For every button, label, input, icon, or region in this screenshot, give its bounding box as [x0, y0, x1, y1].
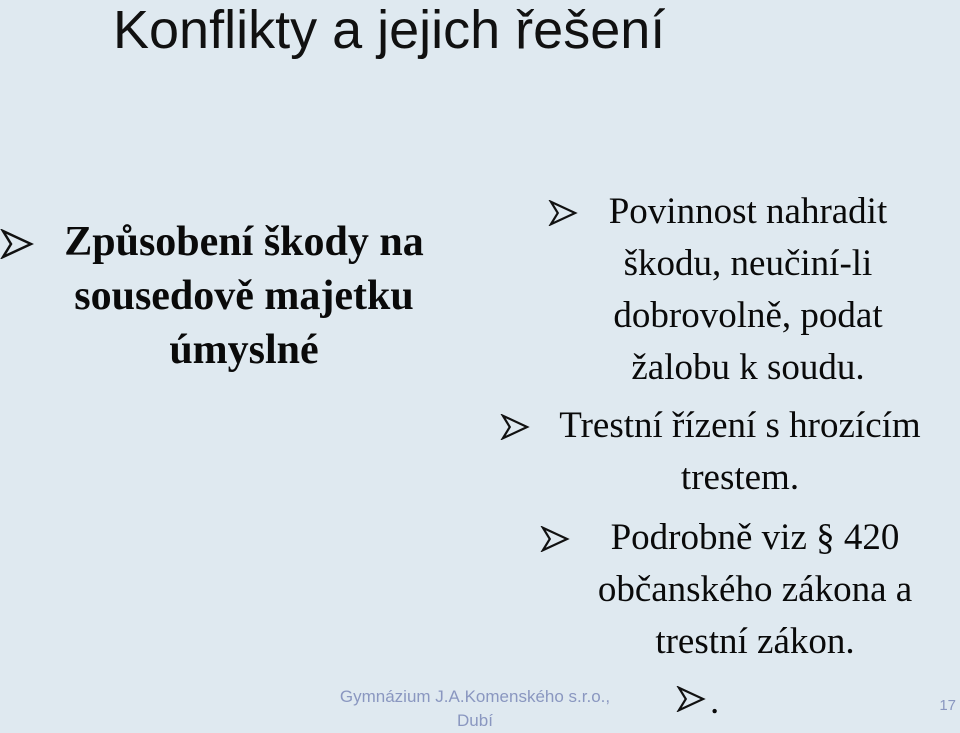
right-bullet-3-text: Podrobně viz § 420 občanského zákona a trestní zákon. [597, 517, 913, 662]
arrow-bullet-icon [0, 229, 34, 259]
footer-organization: Gymnázium J.A.Komenského s.r.o., Dubí [339, 687, 611, 730]
left-bullet [0, 215, 470, 377]
page-number: 17 [939, 697, 956, 714]
right-bullet-1 [548, 186, 928, 394]
right-bullet-3 [540, 512, 950, 668]
arrow-bullet-icon [548, 200, 578, 226]
left-bullet-text: Způsobení škody na sousedově majetku úmyslné [64, 219, 424, 373]
right-bullet-4 [676, 676, 756, 728]
right-bullet-1-text: Povinnost nahradit škodu, neučiní-li dobrovolně, podat žalobu k soudu. [608, 191, 888, 388]
slide-title: Konflikty a jejich řešení [113, 0, 666, 60]
right-bullet-2-text: Trestní řízení s hrozícím trestem. [559, 405, 921, 498]
right-bullet-4-text: . [710, 681, 720, 722]
right-bullet-2 [500, 400, 958, 504]
arrow-bullet-icon [676, 686, 706, 712]
arrow-bullet-icon [540, 526, 570, 552]
arrow-bullet-icon [500, 414, 530, 440]
